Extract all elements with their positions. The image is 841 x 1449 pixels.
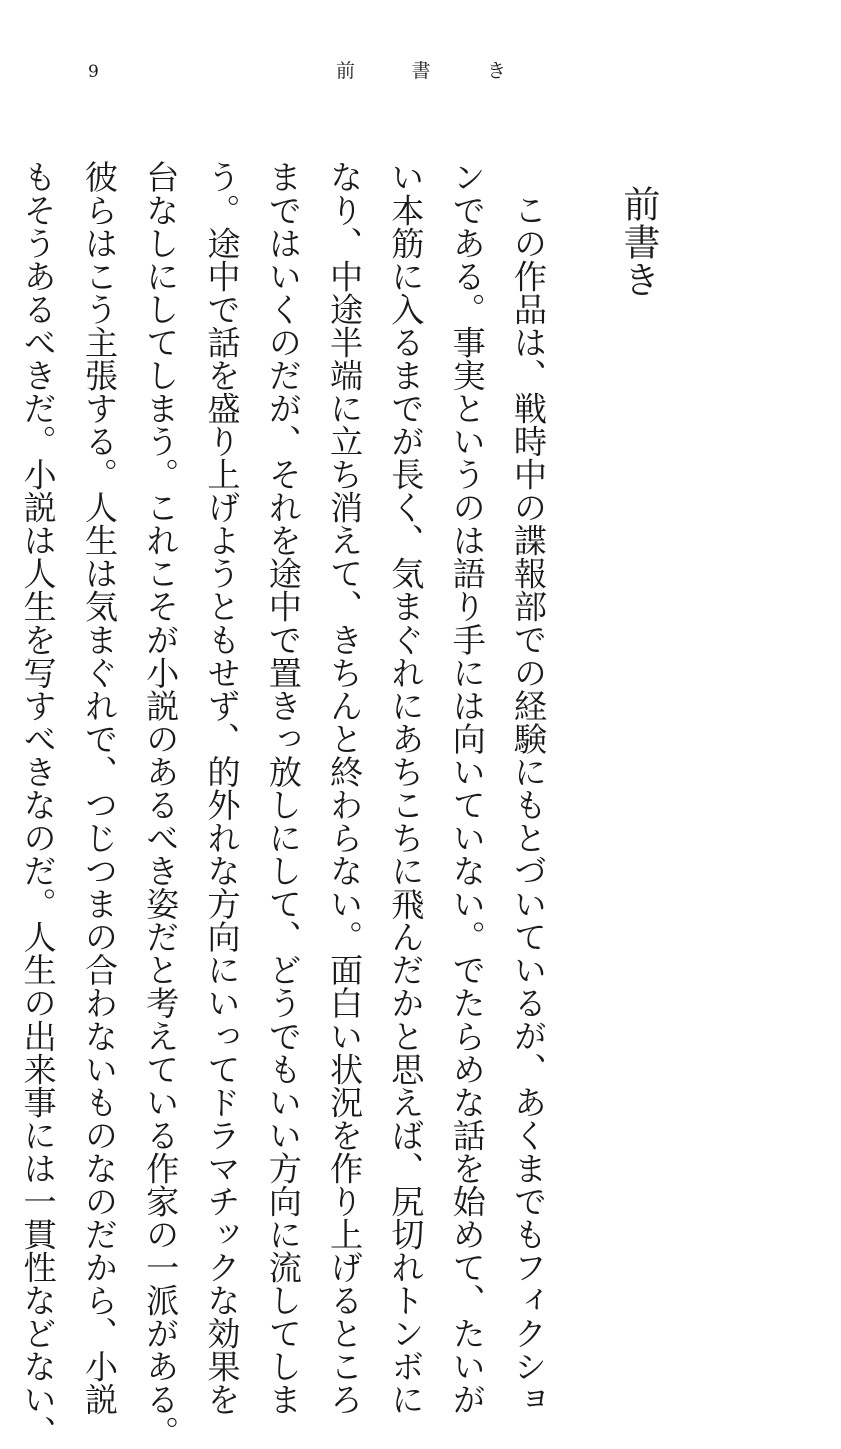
running-head <box>336 62 506 81</box>
text-line: 台なしにしてしまう。これこそが小説のあるべき姿だと考えている作家の一派がある。 <box>141 160 181 1449</box>
chapter-title: 前書き <box>617 185 660 299</box>
running-head-char: き <box>486 60 506 82</box>
text-line: なり、中途半端に立ち消えて、きちんと終わらない。面白い状況を作り上げるところ <box>325 160 365 1416</box>
page-number: 9 <box>88 62 99 82</box>
running-head-char: 前 <box>336 60 356 82</box>
text-line: 彼らはこう主張する。人生は気まぐれで、つじつまの合わないものなのだから、小説 <box>79 160 119 1416</box>
text-line: い本筋に入るまでが長く、気まぐれにあちこちに飛んだかと思えば、尻切れトンボに <box>386 160 426 1416</box>
body-text <box>18 160 559 1449</box>
text-line: う。途中で話を盛り上げようともせず、的外れな方向にいってドラマチックな効果を <box>202 160 242 1416</box>
running-head-char: 書 <box>411 60 431 82</box>
text-line: ンである。事実というのは語り手には向いていない。でたらめな話を始めて、たいが <box>447 160 487 1416</box>
text-line: まではいくのだが、それを途中で置きっ放しにして、どうでもいい方向に流してしま <box>263 160 303 1416</box>
text-line: もそうあるべきだ。小説は人生を写すべきなのだ。人生の出来事には一貫性などない、 <box>18 160 58 1449</box>
text-line: この作品は、戦時中の諜報部での経験にもとづいているが、あくまでもフィクショ <box>509 193 548 1416</box>
text-line <box>0 160 7 1108</box>
